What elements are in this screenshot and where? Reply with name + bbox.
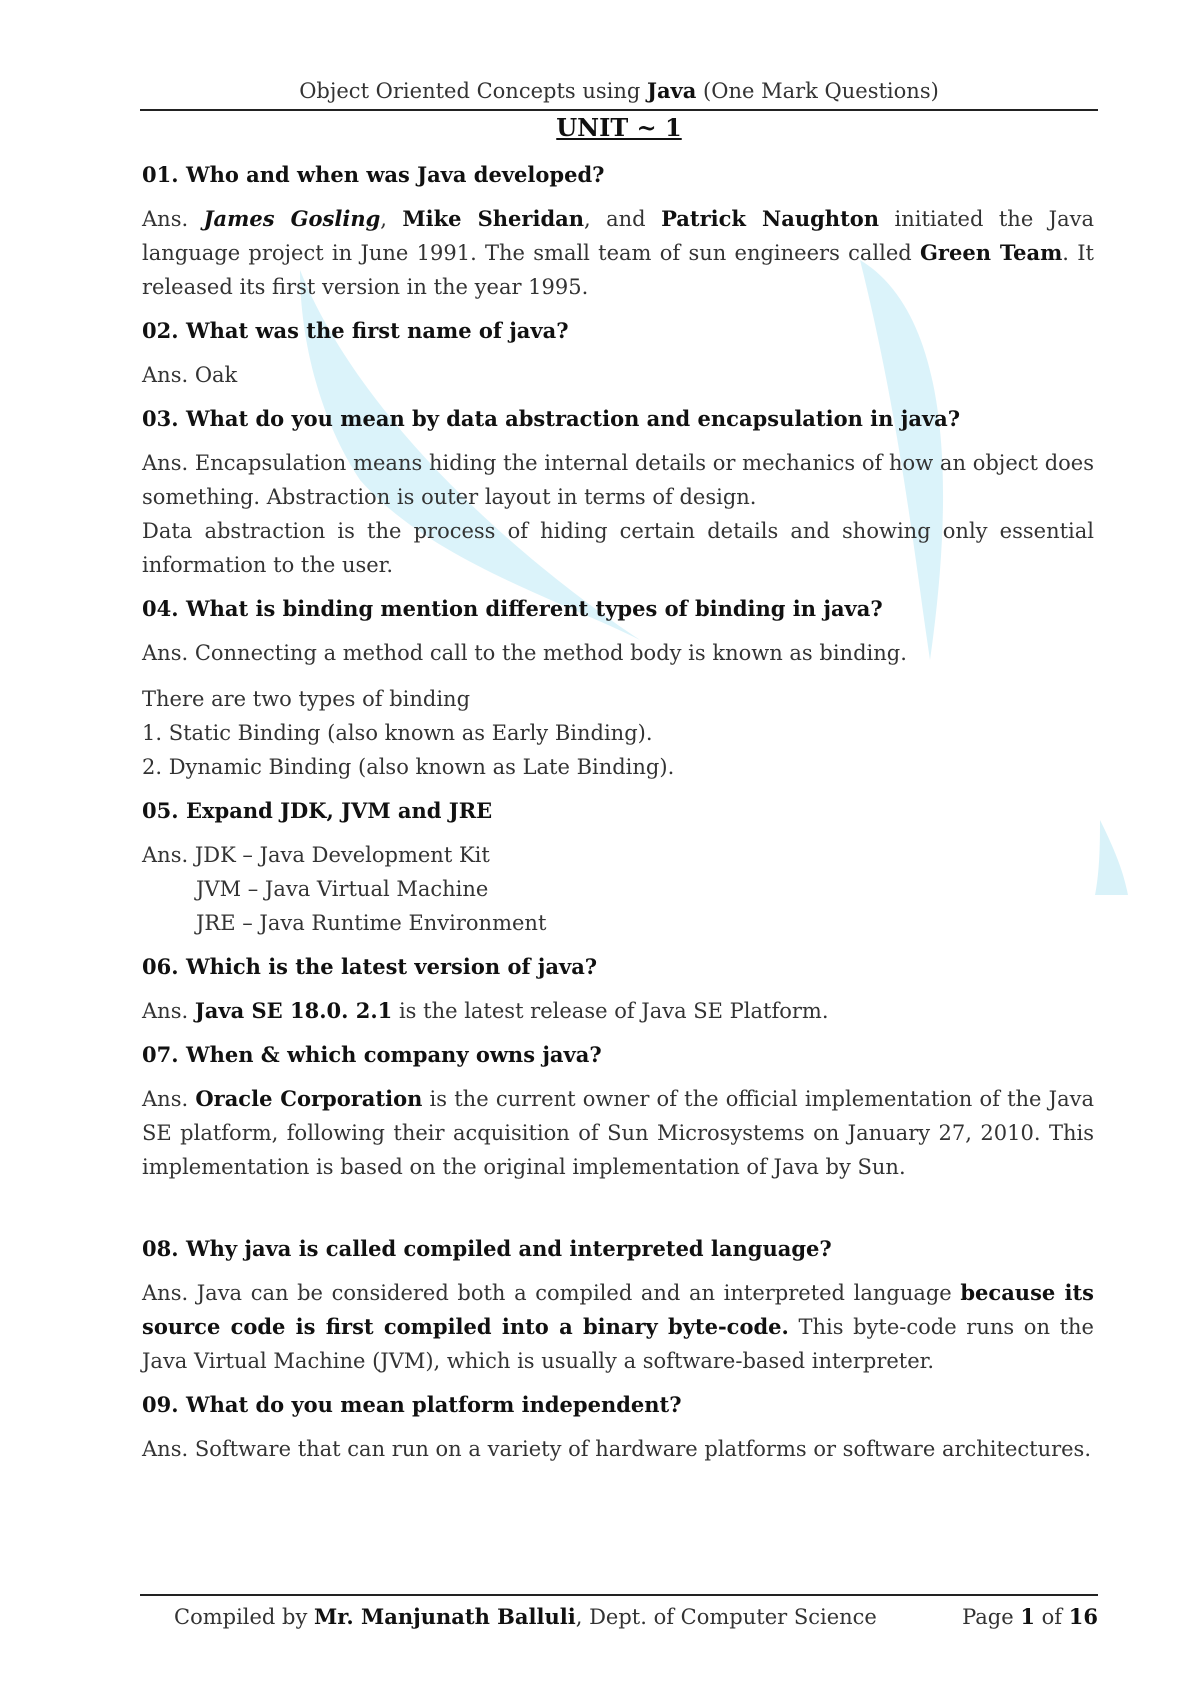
name-patrick-naughton: Patrick Naughton	[661, 206, 880, 231]
total-pages: 16	[1068, 1604, 1098, 1629]
header-java: Java	[647, 78, 697, 103]
answer-prefix: Ans.	[142, 999, 195, 1023]
question-number: 03.	[142, 406, 179, 431]
question-5	[142, 796, 1094, 826]
answer-prefix: Ans.	[142, 1087, 196, 1111]
question-text: Who and when was Java developed?	[186, 162, 605, 187]
name-james-gosling: James Gosling	[203, 206, 381, 231]
answer-7	[142, 1082, 1094, 1184]
question-4	[142, 594, 1094, 624]
expansion-jdk: Ans. JDK – Java Development Kit	[142, 843, 490, 867]
question-number: 05.	[142, 798, 179, 823]
binding-types	[142, 682, 1094, 784]
binding-types-intro: There are two types of binding	[142, 687, 471, 711]
question-number: 01.	[142, 162, 179, 187]
answer-prefix: Ans.	[142, 207, 204, 231]
page-footer	[140, 1594, 1098, 1629]
question-1	[142, 160, 1094, 190]
footer-dept: , Dept. of Computer Science	[575, 1605, 877, 1629]
question-number: 08.	[142, 1236, 179, 1261]
question-number: 09.	[142, 1392, 179, 1417]
answer-text: This byte-code runs on the Java Virtual Machine (JVM), which is usually a software-based interpreter.	[142, 1315, 1094, 1373]
answer-3	[142, 446, 1094, 582]
question-list	[142, 160, 1094, 1478]
answer-4: Ans. Connecting a method call to the method body is known as binding.	[142, 641, 907, 665]
unit-title: UNIT ~ 1	[556, 113, 682, 142]
answer-5	[142, 838, 1094, 940]
question-text: What was the first name of java?	[186, 318, 569, 343]
separator: , and	[584, 207, 662, 231]
answer-text: is the current owner of the official implementation of the Java SE platform, following their acquisition of Sun Microsystems on January 27, 2010. This implementation is based on the original implementation of Java by Sun.	[142, 1087, 1094, 1179]
green-team: Green Team	[919, 240, 1063, 265]
question-text: What is binding mention different types of binding in java?	[186, 596, 883, 621]
page-header	[140, 78, 1098, 111]
question-7	[142, 1040, 1094, 1070]
question-text: Which is the latest version of java?	[186, 954, 598, 979]
question-9	[142, 1390, 1094, 1420]
java-version: Java SE 18.0. 2.1	[194, 998, 393, 1023]
page-number	[962, 1604, 1098, 1629]
page-label: Page	[962, 1605, 1021, 1629]
question-2	[142, 316, 1094, 346]
header-prefix: Object Oriented Concepts using	[299, 79, 648, 103]
answer-2: Ans. Oak	[142, 363, 238, 387]
header-suffix: (One Mark Questions)	[696, 79, 939, 103]
page-of: of	[1034, 1605, 1069, 1629]
answer-text: is the latest release of Java SE Platform.	[392, 999, 829, 1023]
spacer	[142, 1196, 1094, 1234]
answer-line: Data abstraction is the process of hiding certain details and showing only essential information to the user.	[142, 519, 1094, 577]
question-number: 04.	[142, 596, 179, 621]
answer-6	[142, 994, 1094, 1028]
question-number: 07.	[142, 1042, 179, 1067]
question-text: What do you mean platform independent?	[186, 1392, 682, 1417]
question-number: 02.	[142, 318, 179, 343]
oracle-corporation: Oracle Corporation	[195, 1086, 423, 1111]
name-mike-sheridan: Mike Sheridan	[402, 206, 585, 231]
answer-text: initiated the Java language project in June 1991. The small team of sun engineers called	[142, 207, 1095, 265]
list-item: 2. Dynamic Binding (also known as Late Binding).	[142, 755, 675, 779]
answer-text: Ans. Java can be considered both a compiled and an interpreted language	[142, 1281, 961, 1305]
question-text: Expand JDK, JVM and JRE	[186, 798, 493, 823]
expansion-jre: JRE – Java Runtime Environment	[196, 911, 547, 935]
question-3	[142, 404, 1094, 434]
question-number: 06.	[142, 954, 179, 979]
question-text: When & which company owns java?	[186, 1042, 602, 1067]
question-text: Why java is called compiled and interpreted language?	[186, 1236, 832, 1261]
footer-credit	[140, 1604, 877, 1629]
answer-line: Ans. Encapsulation means hiding the internal details or mechanics of how an object does something. Abstraction is outer layout in terms of design.	[142, 451, 1094, 509]
question-text: What do you mean by data abstraction and encapsulation in java?	[186, 406, 961, 431]
watermark-swoosh-edge	[1095, 820, 1128, 895]
footer-prefix: Compiled by	[174, 1605, 315, 1629]
separator: ,	[380, 207, 403, 231]
question-8	[142, 1234, 1094, 1264]
answer-text: . It released its first version in the year 1995.	[142, 241, 1094, 299]
answer-1	[142, 202, 1094, 304]
answer-emphasis: because its source code is first compiled into a binary byte-code.	[142, 1280, 1094, 1339]
answer-8	[142, 1276, 1094, 1378]
answer-9: Ans. Software that can run on a variety of hardware platforms or software architectures.	[142, 1437, 1092, 1461]
current-page: 1	[1020, 1604, 1035, 1629]
list-item: 1. Static Binding (also known as Early Binding).	[142, 721, 653, 745]
footer-author: Mr. Manjunath Balluli	[314, 1604, 576, 1629]
expansion-jvm: JVM – Java Virtual Machine	[196, 877, 489, 901]
question-6	[142, 952, 1094, 982]
